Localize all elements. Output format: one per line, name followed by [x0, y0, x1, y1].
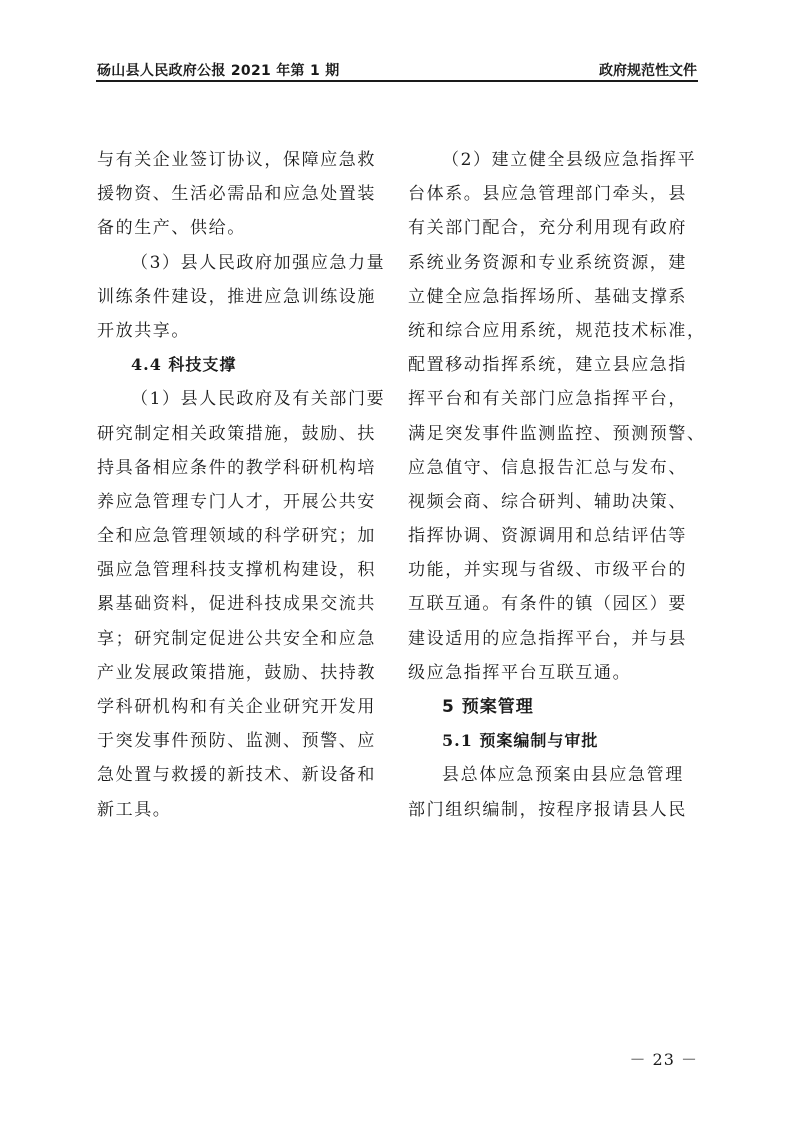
section-heading: 5 预案管理: [442, 697, 534, 717]
text-line: 台体系。县应急管理部门牵头，县: [408, 184, 687, 205]
text-line: 强应急管理科技支撑机构建设，积: [97, 560, 376, 581]
text-line: 配置移动指挥系统，建立县应急指: [408, 355, 687, 376]
text-line: 备的生产、供给。: [97, 218, 246, 239]
text-line: 满足突发事件监测监控、预测预警、: [408, 423, 706, 444]
text-line: 统和综合应用系统，规范技术标准，: [408, 320, 706, 341]
text-line: 互联互通。有条件的镇（园区）要: [408, 594, 687, 615]
text-line: 享；研究制定促进公共安全和应急: [97, 628, 376, 649]
text-line: 持具备相应条件的教学科研机构培: [97, 457, 376, 478]
text-line: 全和应急管理领域的科学研究；加: [97, 526, 376, 547]
text-line: 县总体应急预案由县应急管理: [442, 765, 684, 786]
text-line: 产业发展政策措施，鼓励、扶持教: [97, 662, 376, 683]
text-line: 挥平台和有关部门应急指挥平台，: [408, 389, 687, 410]
text-line: 立健全应急指挥场所、基础支撑系: [408, 286, 687, 307]
text-line: 累基础资料，促进科技成果交流共: [97, 594, 376, 615]
section-heading: 5.1 预案编制与审批: [442, 731, 599, 751]
text-line: （1）县人民政府及有关部门要: [131, 389, 386, 410]
text-line: 功能，并实现与省级、市级平台的: [408, 560, 687, 581]
text-line: 视频会商、综合研判、辅助决策、: [408, 491, 687, 512]
text-line: （3）县人民政府加强应急力量: [131, 252, 386, 273]
page-number: － 23 －: [629, 1050, 698, 1069]
text-line: 援物资、生活必需品和应急处置装: [97, 184, 376, 205]
text-line: 应急值守、信息报告汇总与发布、: [408, 457, 687, 478]
text-line: 与有关企业签订协议，保障应急救: [97, 150, 376, 170]
text-line: 建设适用的应急指挥平台，并与县: [408, 628, 687, 649]
section-heading: 4.4 科技支撑: [131, 355, 237, 375]
text-line: 研究制定相关政策措施，鼓励、扶: [97, 423, 376, 444]
text-line: 学科研机构和有关企业研究开发用: [97, 697, 376, 717]
right-text-column: [408, 143, 706, 827]
text-line: 级应急指挥平台互联互通。: [408, 662, 632, 683]
text-line: 养应急管理专门人才，开展公共安: [97, 491, 376, 512]
document-category: 政府规范性文件: [599, 63, 697, 79]
publication-title: 砀山县人民政府公报 2021 年第 1 期: [97, 63, 340, 79]
text-line: 指挥协调、资源调用和总结评估等: [408, 526, 687, 547]
header-rule: [96, 80, 698, 82]
text-line: 急处置与救援的新技术、新设备和: [97, 765, 376, 786]
text-line: 有关部门配合，充分利用现有政府: [408, 218, 687, 239]
text-line: 系统业务资源和专业系统资源，建: [408, 252, 687, 273]
text-line: 部门组织编制，按程序报请县人民: [408, 799, 687, 820]
text-line: 训练条件建设，推进应急训练设施: [97, 286, 376, 307]
text-line: 于突发事件预防、监测、预警、应: [97, 731, 376, 752]
text-line: 新工具。: [97, 799, 172, 820]
left-text-column: [97, 143, 387, 827]
text-line: 开放共享。: [97, 320, 190, 341]
text-line: （2）建立健全县级应急指挥平: [442, 150, 697, 170]
